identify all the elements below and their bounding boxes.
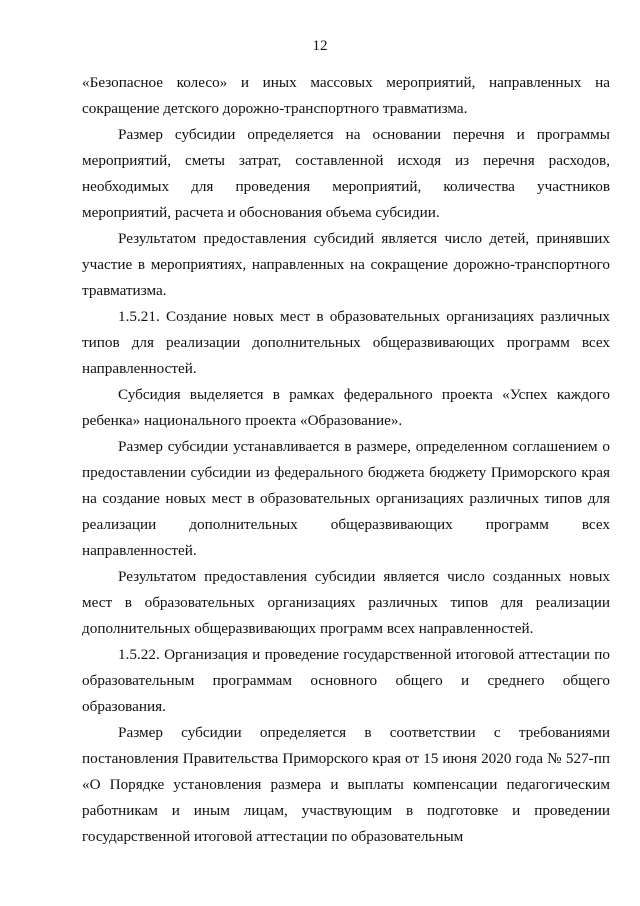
- paragraph-federal-project: Субсидия выделяется в рамках федерального проекта «Успех каждого ребенка» национального проекта «Образование».: [82, 386, 610, 429]
- section-1-5-22-heading: 1.5.22. Организация и проведение государственной итоговой аттестации по образовательным программам основного общего и среднего общего образования.: [82, 646, 610, 715]
- document-body: [82, 70, 610, 850]
- paragraph-result-children: Результатом предоставления субсидий является число детей, принявших участие в мероприятиях, направленных на сокращение дорожно-транспортного травматизма.: [82, 230, 610, 299]
- paragraph-subsidy-size-events: Размер субсидии определяется на основании перечня и программы мероприятий, сметы затрат, составленной исходя из перечня расходов, необходимых для проведения мероприятий, количества участников мероприятий, расчета и обоснования объема субсидии.: [82, 126, 610, 221]
- page-number: 12: [312, 38, 328, 54]
- paragraph-subsidy-size-agreement: Размер субсидии устанавливается в размере, определенном соглашением о предоставлении субсидии из федерального бюджета бюджету Приморского края на создание новых мест в образовательных организациях различных типов для реализации дополнительных общеразвивающих программ всех направленностей.: [82, 438, 610, 559]
- paragraph-continuation: «Безопасное колесо» и иных массовых мероприятий, направленных на сокращение детского дорожно-транспортного травматизма.: [82, 74, 610, 117]
- paragraph-subsidy-size-resolution: Размер субсидии определяется в соответствии с требованиями постановления Правительства Приморского края от 15 июня 2020 года № 527-пп «О Порядке установления размера и выплаты компенсации педагогическим работникам и иным лицам, участвующим в подготовке и проведении государственной итоговой аттестации по образовательным: [82, 724, 610, 845]
- paragraph-result-new-places: Результатом предоставления субсидии является число созданных новых мест в образовательных организациях различных типов для реализации дополнительных общеразвивающих программ всех направленностей.: [82, 568, 610, 637]
- section-1-5-21-heading: 1.5.21. Создание новых мест в образовательных организациях различных типов для реализации дополнительных общеразвивающих программ всех направленностей.: [82, 308, 610, 377]
